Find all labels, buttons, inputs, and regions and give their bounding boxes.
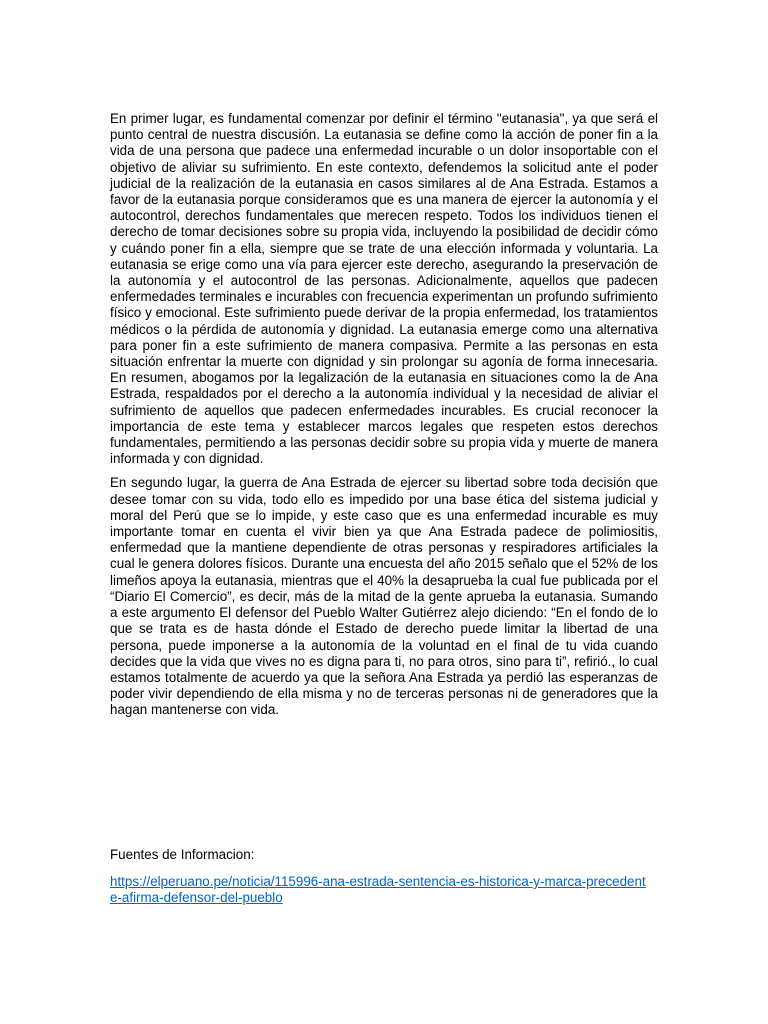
paragraph-2: En segundo lugar, la guerra de Ana Estrada de ejercer su libertad sobre toda decisión que desee tomar con su vida, todo ello es impedido por una base ética del sistema judicial y moral del Perú que se lo impide, y este caso que es una enfermedad incurable es muy importante tomar en cuenta el vivir bien ya que Ana Estrada padece de polimiositis, enfermedad que la mantiene dependiente de otras personas y respiradores artificiales la cual le genera dolores físicos. Durante una encuesta del año 2015 señalo que el 52% de los limeños apoya la eutanasia, mientras que el 40% la desaprueba la cual fue publicada por el “Diario El Comercio”, es decir, más de la mitad de la gente aprueba la eutanasia. Sumando a este argumento El defensor del Pueblo Walter Gutiérrez alejo diciendo: “En el fondo de lo que se trata es de hasta dónde el Estado de derecho puede limitar la libertad de una persona, puede imponerse a la autonomía de la voluntad en el final de tu vida cuando decides que la vida que vives no es digna para ti, no para otros, sino para ti”, refirió., lo cual estamos totalmente de acuerdo ya que la señora Ana Estrada ya perdió las esperanzas de poder vivir dependiendo de ella misma y no de terceras personas ni de generadores que la hagan mantenerse con vida. <box>110 475 658 718</box>
source-link[interactable]: https://elperuano.pe/noticia/115996-ana-estrada-sentencia-es-historica-y-marca-precedente-afirma-defensor-del-pueblo <box>110 874 646 906</box>
document-body <box>110 111 658 719</box>
sources-heading: Fuentes de Informacion: <box>110 847 255 862</box>
paragraph-1: En primer lugar, es fundamental comenzar por definir el término "eutanasia", ya que será el punto central de nuestra discusión. La eutanasia se define como la acción de poner fin a la vida de una persona que padece una enfermedad incurable o un dolor insoportable con el objetivo de aliviar su sufrimiento. En este contexto, defendemos la solicitud ante el poder judicial de la realización de la eutanasia en casos similares al de Ana Estrada. Estamos a favor de la eutanasia porque consideramos que es una manera de ejercer la autonomía y el autocontrol, derechos fundamentales que merecen respeto. Todos los individuos tienen el derecho de tomar decisiones sobre su propia vida, incluyendo la posibilidad de decidir cómo y cuándo poner fin a ella, siempre que se trate de una elección informada y voluntaria. La eutanasia se erige como una vía para ejercer este derecho, asegurando la preservación de la autonomía y el autocontrol de las personas. Adicionalmente, aquellos que padecen enfermedades terminales e incurables con frecuencia experimentan un profundo sufrimiento físico y emocional. Este sufrimiento puede derivar de la propia enfermedad, los tratamientos médicos o la pérdida de autonomía y dignidad. La eutanasia emerge como una alternativa para poner fin a este sufrimiento de manera compasiva. Permite a las personas en esta situación enfrentar la muerte con dignidad y sin prolongar su agonía de forma innecesaria. En resumen, abogamos por la legalización de la eutanasia en situaciones como la de Ana Estrada, respaldados por el derecho a la autonomía individual y la necesidad de aliviar el sufrimiento de aquellos que padecen enfermedades incurables. Es crucial reconocer la importancia de este tema y establecer marcos legales que respeten estos derechos fundamentales, permitiendo a las personas decidir sobre su propia vida y muerte de manera informada y con dignidad. <box>110 111 658 467</box>
